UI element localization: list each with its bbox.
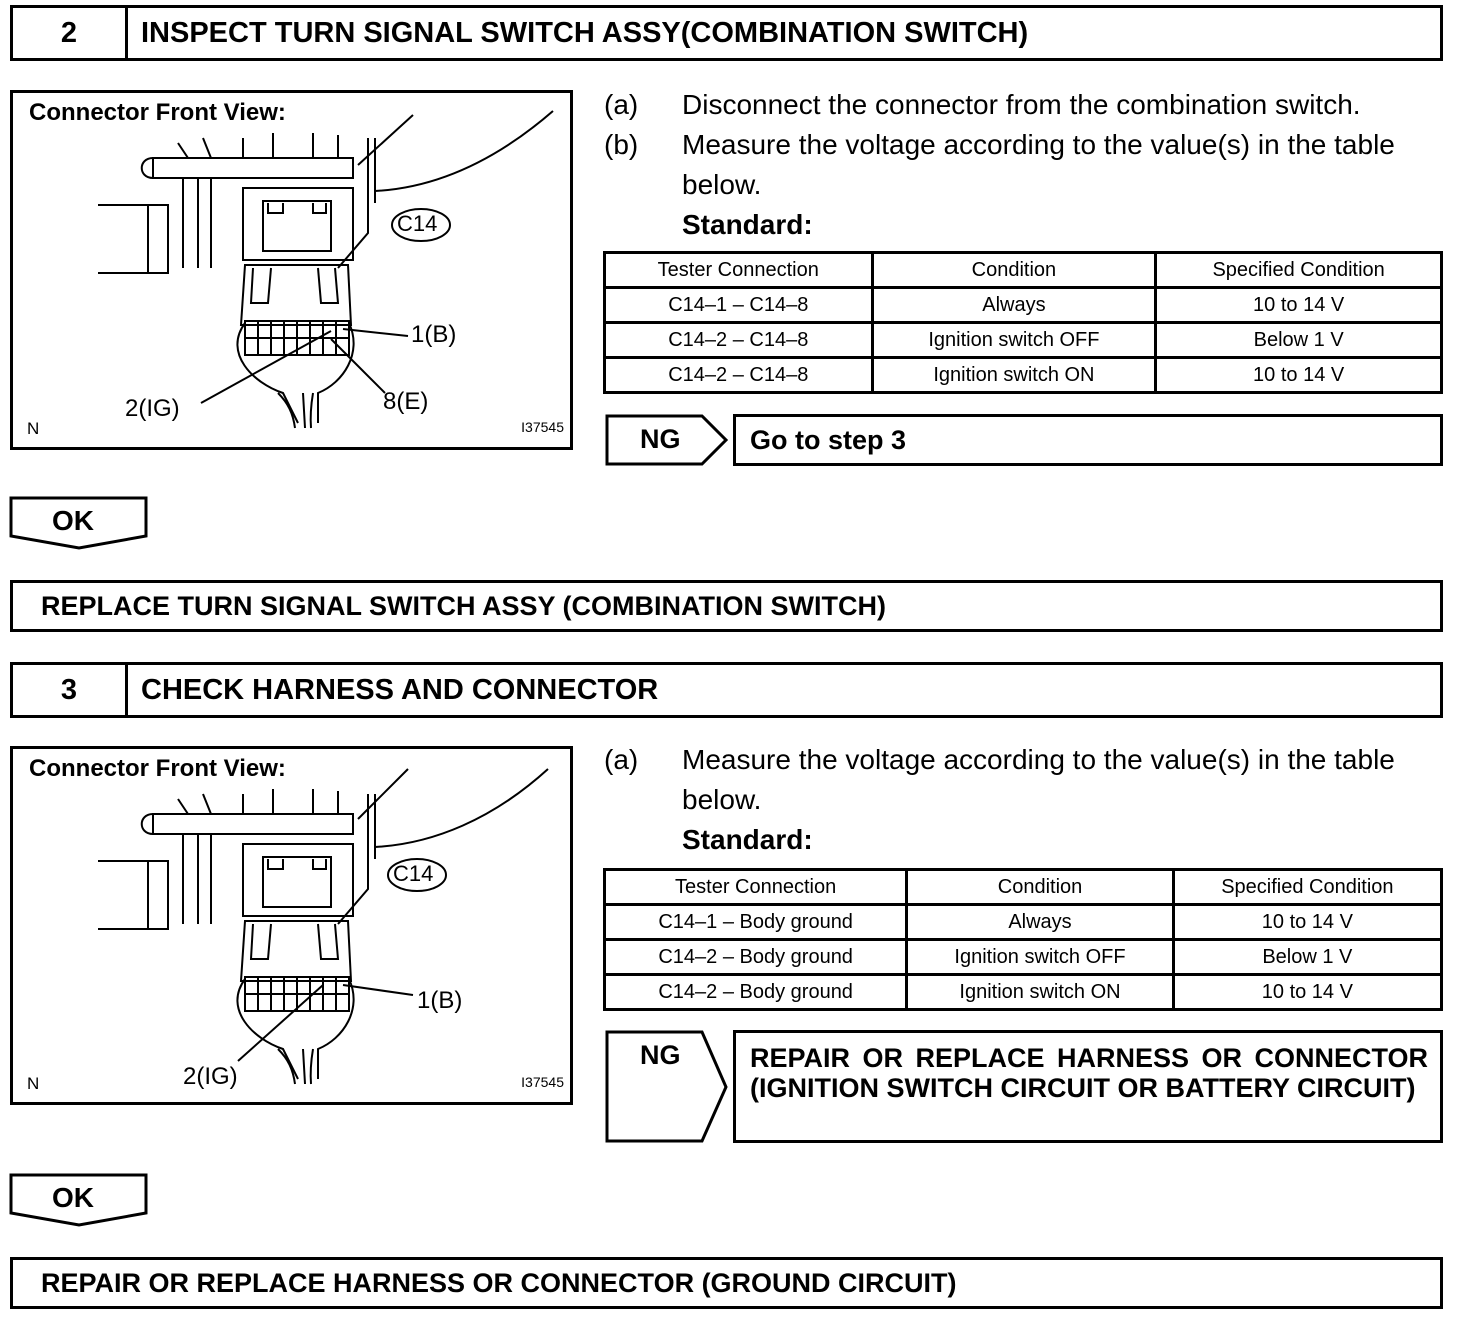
table-cell: Ignition switch ON: [872, 358, 1156, 393]
standard-label: Standard:: [682, 209, 813, 240]
connector-figure: [10, 90, 573, 450]
table-row: [605, 975, 1442, 1010]
result-text: REPAIR OR REPLACE HARNESS OR CONNECTOR (GROUND CIRCUIT): [41, 1267, 957, 1298]
connector-label: C14: [397, 211, 438, 236]
table-header: Condition: [872, 253, 1156, 288]
result-box: [10, 580, 1443, 632]
table-cell: Below 1 V: [1156, 323, 1442, 358]
step-3-header: [10, 662, 1443, 718]
spec-table: [603, 868, 1443, 1011]
instruction-mark: (a): [604, 89, 639, 120]
table-row: [605, 358, 1442, 393]
ng-label: NG: [640, 424, 681, 454]
table-cell: 10 to 14 V: [1156, 358, 1442, 393]
step-number: 3: [13, 665, 128, 715]
figure-id: I37545: [521, 1074, 564, 1090]
table-header-row: [605, 253, 1442, 288]
pin-label-2ig: 2(IG): [183, 1063, 238, 1090]
instruction-item: [604, 85, 1454, 125]
step-title: INSPECT TURN SIGNAL SWITCH ASSY(COMBINATION SWITCH): [141, 16, 1029, 49]
ng-action-box: [733, 414, 1443, 466]
instruction-item: [604, 125, 1454, 205]
ng-action-box: [733, 1030, 1443, 1143]
figure-corner-mark: N: [27, 419, 40, 438]
table-cell: Ignition switch ON: [907, 975, 1173, 1010]
ng-action-text: REPAIR OR REPLACE HARNESS OR CONNECTOR (IGNITION SWITCH CIRCUIT OR BATTERY CIRCUIT): [750, 1043, 1428, 1103]
table-cell: Ignition switch OFF: [907, 940, 1173, 975]
table-header: Tester Connection: [605, 253, 873, 288]
step-2-header: [10, 5, 1443, 61]
step-3-instructions: [604, 740, 1454, 860]
table-header: Specified Condition: [1173, 870, 1441, 905]
instruction-text: Measure the voltage according to the value(s) in the table below.: [682, 129, 1395, 200]
figure-title: Connector Front View:: [29, 99, 286, 126]
table-cell: C14–2 – C14–8: [605, 323, 873, 358]
connector-drawing: [13, 93, 570, 447]
standard-label: Standard:: [682, 824, 813, 855]
figure-id: I37545: [521, 419, 564, 435]
pin-label-2ig: 2(IG): [125, 395, 180, 422]
table-cell: C14–2 – Body ground: [605, 975, 907, 1010]
figure-corner-mark: N: [27, 1074, 40, 1093]
table-cell: Below 1 V: [1173, 940, 1441, 975]
pin-label-1b: 1(B): [417, 987, 463, 1014]
spec-table: [603, 251, 1443, 394]
connector-drawing: [13, 749, 570, 1102]
table-header: Specified Condition: [1156, 253, 1442, 288]
table-row: [605, 905, 1442, 940]
table-cell: C14–2 – C14–8: [605, 358, 873, 393]
instruction-item: [604, 740, 1454, 820]
table-row: [605, 940, 1442, 975]
table-header: Tester Connection: [605, 870, 907, 905]
instruction-mark: (b): [604, 129, 639, 160]
table-cell: C14–1 – Body ground: [605, 905, 907, 940]
table-header-row: [605, 870, 1442, 905]
ok-label: OK: [52, 1182, 94, 1213]
step-title: CHECK HARNESS AND CONNECTOR: [141, 673, 659, 706]
ok-label: OK: [52, 505, 94, 536]
instruction-text: Disconnect the connector from the combination switch.: [682, 89, 1361, 120]
step-2-instructions: [604, 85, 1454, 245]
table-cell: 10 to 14 V: [1173, 905, 1441, 940]
connector-figure: [10, 746, 573, 1105]
pin-label-8e: 8(E): [383, 388, 429, 415]
table-cell: 10 to 14 V: [1156, 288, 1442, 323]
instruction-text: Measure the voltage according to the value(s) in the table below.: [682, 744, 1395, 815]
step-number: 2: [13, 8, 128, 58]
table-cell: C14–1 – C14–8: [605, 288, 873, 323]
ng-action-text: Go to step 3: [750, 424, 907, 455]
connector-label: C14: [393, 861, 434, 886]
figure-title: Connector Front View:: [29, 755, 286, 782]
result-text: REPLACE TURN SIGNAL SWITCH ASSY (COMBINATION SWITCH): [41, 590, 886, 621]
table-row: [605, 288, 1442, 323]
instruction-mark: (a): [604, 744, 639, 775]
table-row: [605, 323, 1442, 358]
table-cell: Ignition switch OFF: [872, 323, 1156, 358]
table-header: Condition: [907, 870, 1173, 905]
table-cell: Always: [872, 288, 1156, 323]
table-cell: Always: [907, 905, 1173, 940]
ng-label: NG: [640, 1040, 681, 1070]
table-cell: 10 to 14 V: [1173, 975, 1441, 1010]
result-box: [10, 1257, 1443, 1309]
table-cell: C14–2 – Body ground: [605, 940, 907, 975]
pin-label-1b: 1(B): [411, 321, 457, 348]
